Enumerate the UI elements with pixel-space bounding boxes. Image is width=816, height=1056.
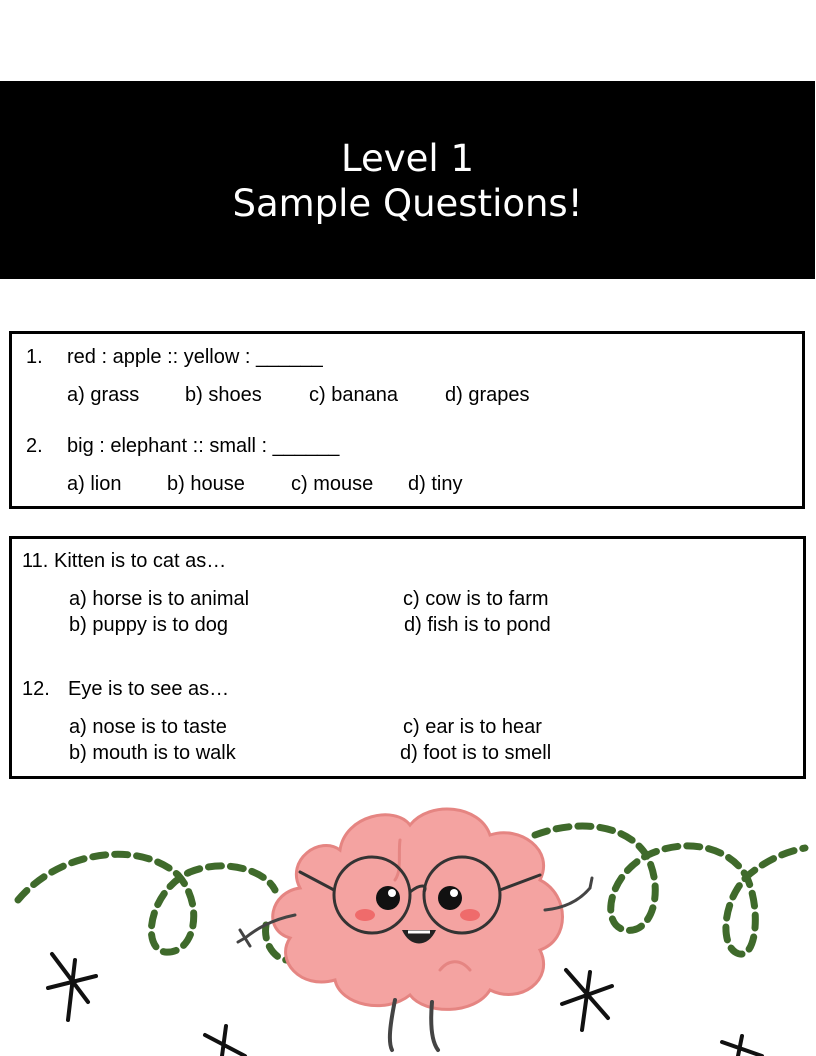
answer-option: c) banana xyxy=(309,384,398,406)
answer-option: d) tiny xyxy=(408,473,463,495)
question-number: 11. xyxy=(22,550,49,572)
answer-option: c) ear is to hear xyxy=(403,716,542,738)
question-number: 12. xyxy=(22,678,50,700)
brain-character xyxy=(238,809,592,1050)
question-number: 1. xyxy=(26,346,43,368)
question-prompt: Kitten is to cat as… xyxy=(54,550,227,572)
question-prompt: red : apple :: yellow : ______ xyxy=(67,346,323,368)
title-line-1: Level 1 xyxy=(341,137,474,180)
question-prompt: Eye is to see as… xyxy=(68,678,230,700)
answer-option: c) cow is to farm xyxy=(403,588,549,610)
question-prompt: big : elephant :: small : ______ xyxy=(67,435,340,457)
question-number: 2. xyxy=(26,435,43,457)
answer-option: b) house xyxy=(167,473,245,495)
answer-option: d) foot is to smell xyxy=(400,742,552,764)
title-line-2: Sample Questions! xyxy=(232,182,583,225)
answer-option: a) nose is to taste xyxy=(69,716,227,738)
answer-option: b) puppy is to dog xyxy=(69,614,228,636)
answer-option: a) lion xyxy=(67,473,122,495)
answer-option: a) horse is to animal xyxy=(69,588,250,610)
brain-illustration xyxy=(0,780,816,1056)
title-banner xyxy=(0,81,815,279)
answer-option: c) mouse xyxy=(291,473,374,495)
answer-option: a) grass xyxy=(67,384,140,406)
answer-option: d) fish is to pond xyxy=(404,614,551,636)
answer-option: b) mouth is to walk xyxy=(69,742,236,764)
answer-option: b) shoes xyxy=(185,384,262,406)
answer-option: d) grapes xyxy=(445,384,530,406)
